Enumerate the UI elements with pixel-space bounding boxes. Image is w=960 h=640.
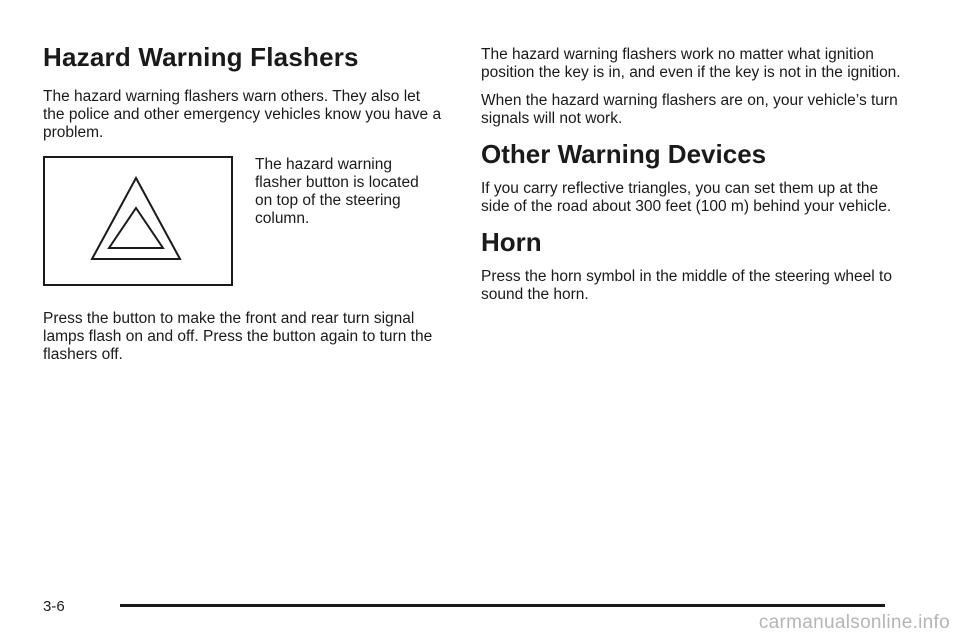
page-title: Hazard Warning Flashers bbox=[43, 42, 359, 72]
hazard-figure bbox=[43, 156, 233, 286]
page-number: 3-6 bbox=[43, 598, 65, 615]
section-heading-other-warning-devices: Other Warning Devices bbox=[481, 139, 767, 169]
figure-row bbox=[43, 156, 445, 290]
turn-signals-paragraph: When the hazard warning flashers are on, your vehicle’s turn signals will not work. bbox=[481, 92, 898, 127]
watermark: carmanualsonline.info bbox=[758, 612, 950, 633]
footer-rule bbox=[120, 604, 885, 607]
left-column bbox=[43, 40, 445, 374]
right-column bbox=[481, 46, 901, 314]
figure-caption-text: The hazard warning flasher button is located on top of the steering column. bbox=[255, 156, 419, 227]
intro-paragraph: The hazard warning flashers warn others. They also let the police and other emergency vehicles know you have a problem. bbox=[43, 88, 442, 141]
figure-caption bbox=[255, 156, 435, 228]
press-button-paragraph: Press the button to make the front and rear turn signal lamps flash on and off. Press the button again to turn the flashers off. bbox=[43, 310, 433, 363]
ignition-paragraph: The hazard warning flashers work no matter what ignition position the key is in, and even if the key is not in the ignition. bbox=[481, 46, 901, 81]
horn-paragraph: Press the horn symbol in the middle of the steering wheel to sound the horn. bbox=[481, 268, 892, 303]
other-warning-devices-paragraph: If you carry reflective triangles, you can set them up at the side of the road about 300 feet (100 m) behind your vehicle. bbox=[481, 180, 892, 215]
hazard-triangle-icon bbox=[45, 158, 231, 284]
section-heading-horn: Horn bbox=[481, 227, 542, 257]
